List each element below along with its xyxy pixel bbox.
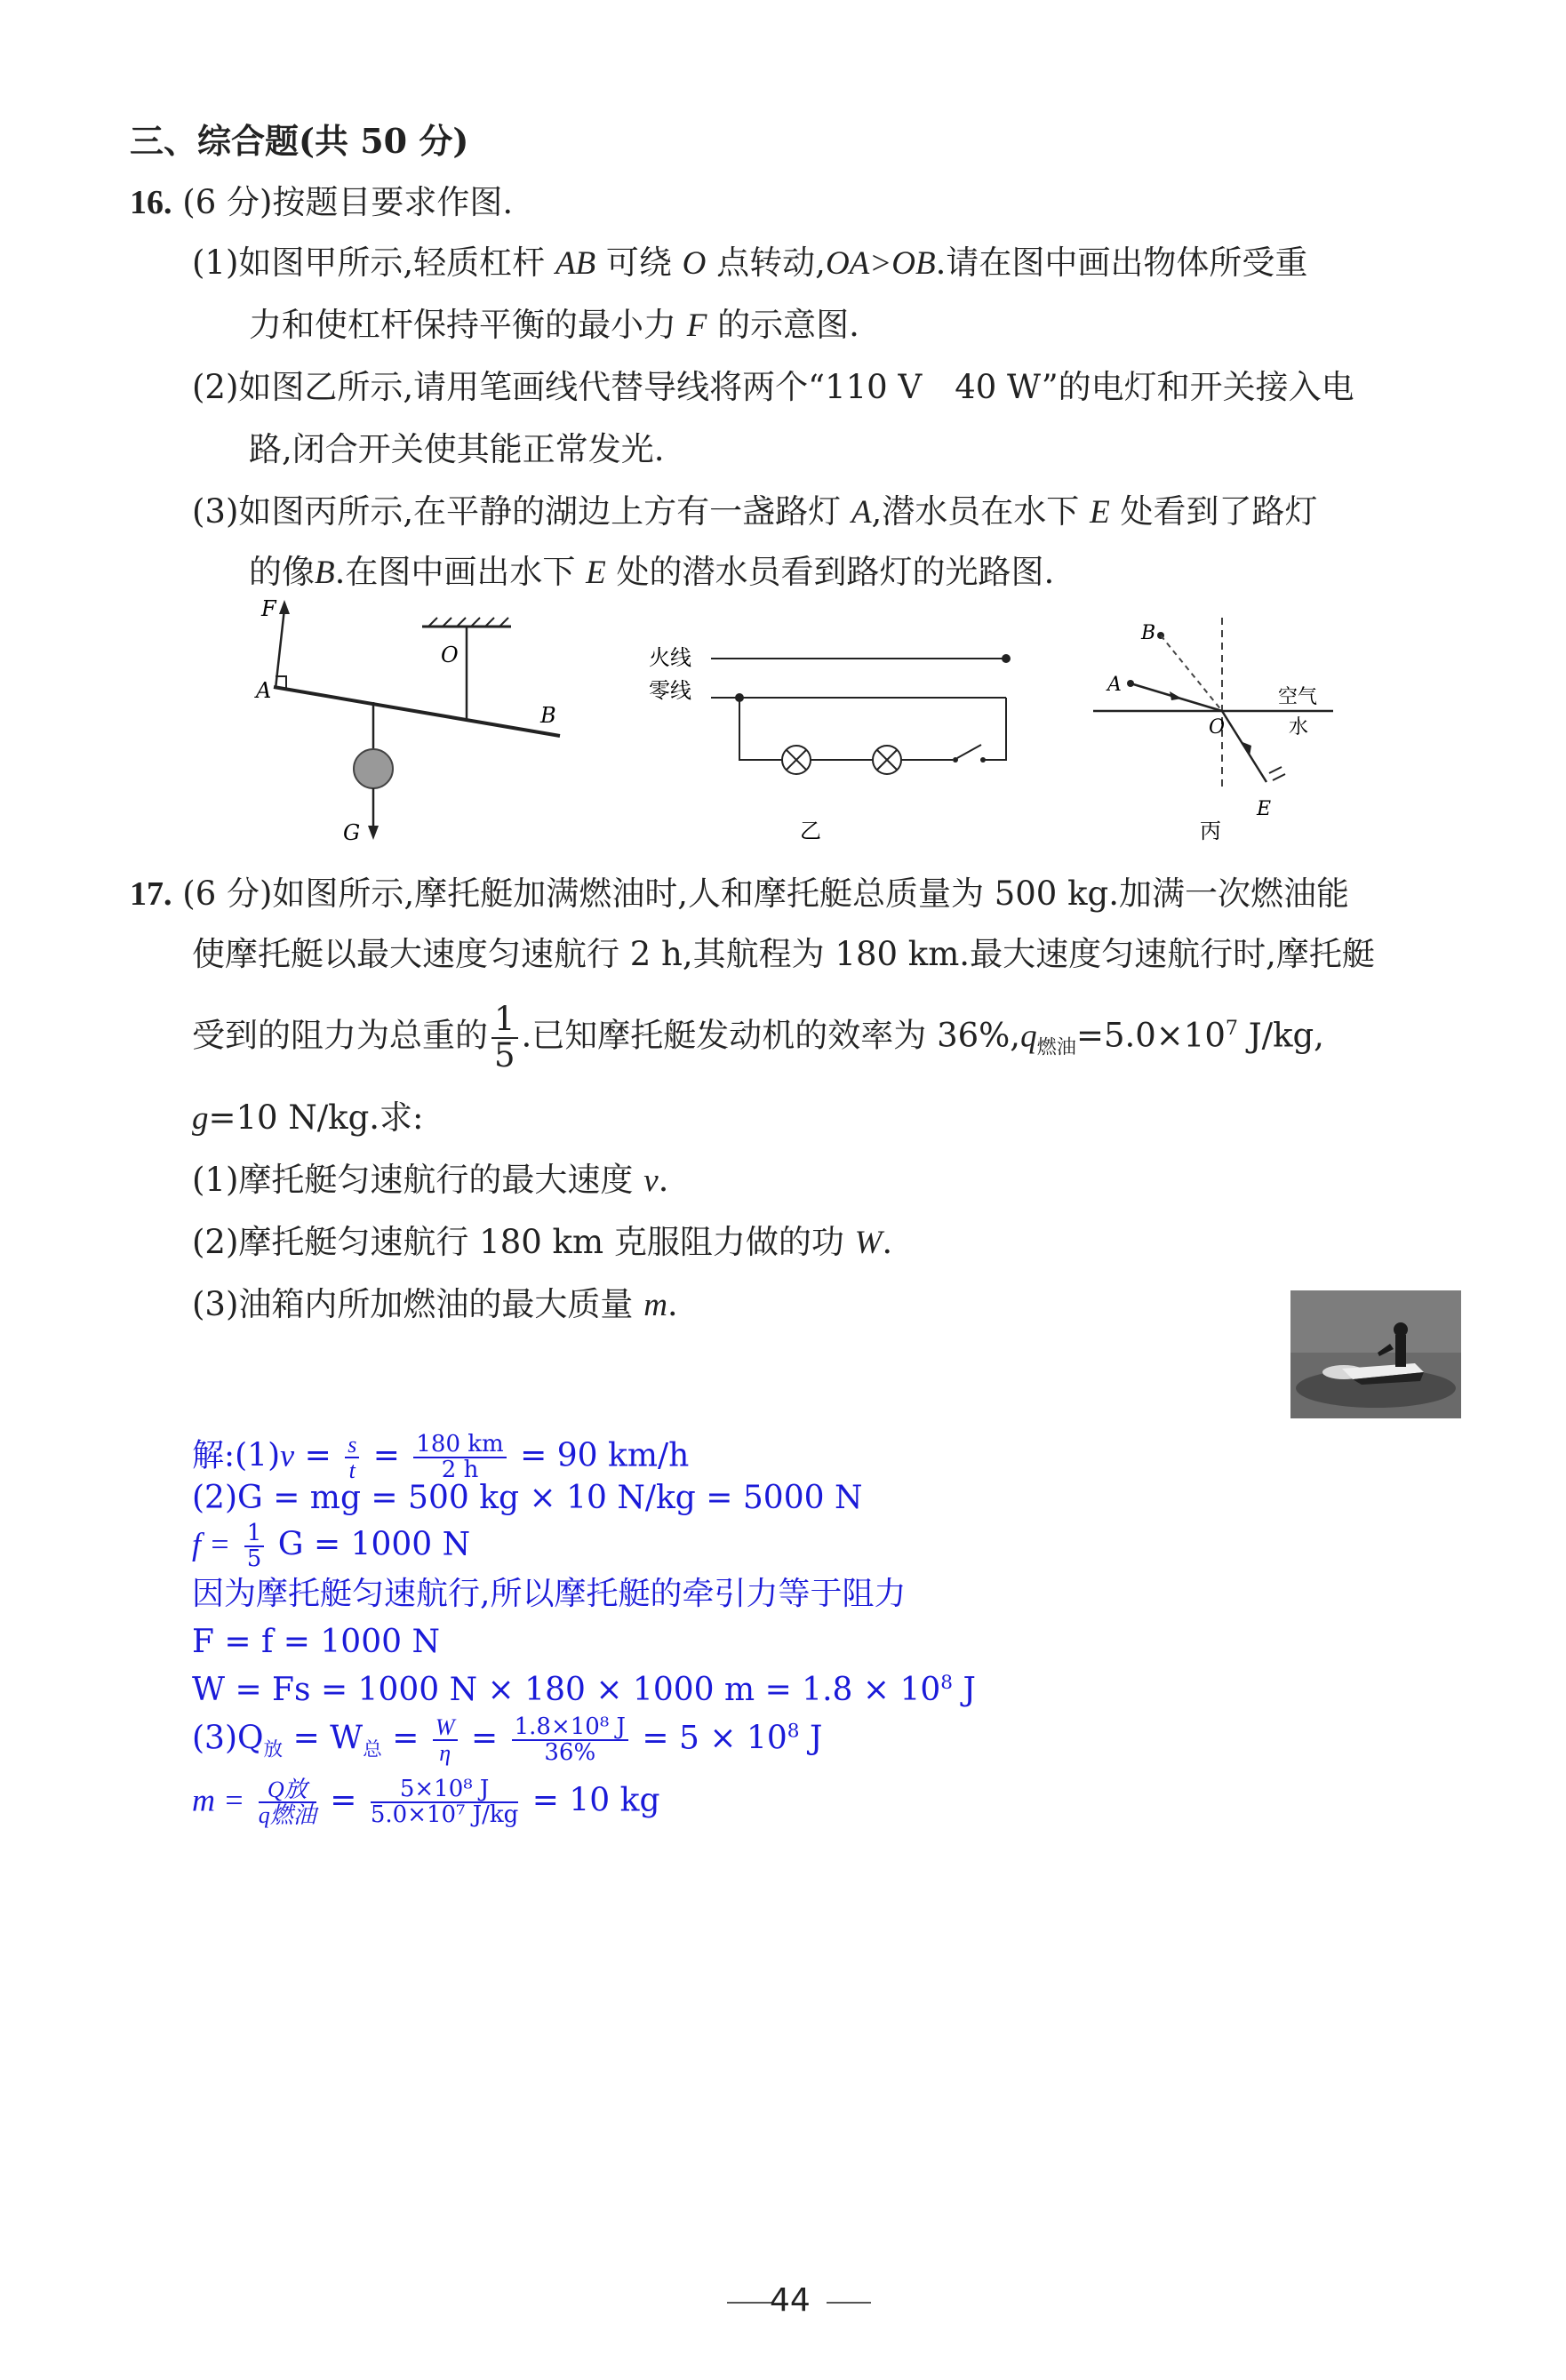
q17-sub2-end: . <box>882 1223 893 1261</box>
q17-line3-d: J/kg, <box>1248 1016 1324 1055</box>
label-o: O <box>441 643 459 667</box>
section-title: 三、综合题(共 50 分) <box>130 121 469 161</box>
sol1-eq1: = <box>304 1437 332 1474</box>
sol8-frac2 <box>371 1777 519 1828</box>
q17-line3-b: .已知摩托艇发动机的效率为 36%, <box>521 1016 1021 1055</box>
q17-line1-text: (6 分)如图所示,摩托艇加满燃油时,人和摩托艇总质量为 500 kg.加满一次燃油能 <box>182 875 1349 913</box>
q17-line3 <box>192 1002 1324 1074</box>
q17-frac-num: 1 <box>491 1002 518 1039</box>
sol7-sub1: 放 <box>263 1738 284 1761</box>
q16-part1-f: F <box>686 307 707 344</box>
q16-number: 16. <box>130 184 172 221</box>
sol8-fd2: 5.0×10⁷ J/kg <box>370 1801 519 1829</box>
figure-jia-lever <box>240 591 578 858</box>
sol1-fs: s <box>345 1433 359 1458</box>
page-dash-right <box>827 2302 871 2304</box>
sol8-frac1 <box>259 1777 316 1828</box>
solution-line8 <box>192 1777 660 1828</box>
sol8-b: = <box>330 1782 357 1819</box>
solution-line4: 因为摩托艇匀速航行,所以摩托艇的牵引力等于阻力 <box>192 1576 907 1612</box>
eye-icon <box>1269 767 1285 780</box>
q17-sub1-text: (1)摩托艇匀速航行的最大速度 <box>192 1161 634 1199</box>
sol7-frac2 <box>512 1715 628 1766</box>
page-dash-left <box>727 2302 771 2304</box>
q16-part3-line2-c: 处的潜水员看到路灯的光路图. <box>616 553 1055 591</box>
q16-part1-text-c: 点转动, <box>716 244 826 282</box>
page-number: 44 <box>770 2282 811 2319</box>
q16-part3-line1 <box>192 492 1317 532</box>
branch-left <box>739 698 782 760</box>
solution-line5: F = f = 1000 N <box>192 1624 440 1660</box>
label-o-point: O <box>1209 716 1226 739</box>
sol7-b: = W <box>292 1720 364 1757</box>
q17-sub1-v: v <box>643 1162 659 1199</box>
sol7-f: J <box>809 1720 823 1757</box>
sol3-frac <box>244 1521 265 1572</box>
q16-part1-line1 <box>192 244 1307 284</box>
q17-sub1 <box>192 1161 668 1201</box>
sol3-a: f = <box>192 1526 231 1562</box>
q16-part3-text-c: 处看到了路灯 <box>1120 492 1318 531</box>
q17-number: 17. <box>130 875 172 913</box>
q16-part1-oaob: OA>OB <box>825 245 936 282</box>
label-neutral-wire: 零线 <box>649 678 691 703</box>
lever-bar <box>274 687 560 736</box>
label-f: F <box>261 596 276 621</box>
label-air: 空气 <box>1278 686 1318 708</box>
q16-part2-line2: 路,闭合开关使其能正常发光. <box>249 430 665 468</box>
image-ray <box>1161 635 1222 711</box>
q16-part1-line2-end: 的示意图. <box>717 306 859 344</box>
q16-part3-line2-a: 的像 <box>249 553 315 591</box>
solution-line2: (2)G = mg = 500 kg × 10 N/kg = 5000 N <box>192 1480 863 1516</box>
sol7-fd1: η <box>439 1740 451 1767</box>
label-b-image: B <box>1141 622 1156 644</box>
q17-line3-a: 受到的阻力为总重的 <box>192 1016 488 1055</box>
figure-yi-circuit <box>640 627 1031 849</box>
q16-part1-line2 <box>249 306 859 346</box>
q16-part3-text-b: ,潜水员在水下 <box>871 492 1080 531</box>
q16-part1-ab: AB <box>555 245 596 282</box>
label-water: 水 <box>1289 716 1309 739</box>
q16-part3-E2: E <box>586 555 606 591</box>
sol7-fd2: 36% <box>544 1739 596 1767</box>
sol7-exp: 8 <box>787 1720 800 1743</box>
sol3-d: 5 <box>246 1545 262 1573</box>
sol1-fden: 2 h <box>441 1457 479 1484</box>
caption-yi: 乙 <box>800 819 821 843</box>
sol1-frac-val <box>413 1433 506 1483</box>
sol7-e: = 5 × 10 <box>642 1720 787 1757</box>
label-a-lamp: A <box>1107 674 1122 696</box>
q17-sub3 <box>192 1285 678 1325</box>
q17-sub2 <box>192 1223 892 1263</box>
sol1-a: 解:(1) <box>192 1437 281 1474</box>
q17-line1 <box>130 875 1349 915</box>
sol7-fn1: W <box>433 1715 458 1741</box>
q17-line3-c: =5.0×10 <box>1075 1016 1226 1055</box>
q16-header <box>130 183 513 224</box>
q16-part1-text-b: 可绕 <box>605 244 672 282</box>
sol1-frac-st <box>345 1433 359 1483</box>
weight-ball <box>354 749 393 788</box>
q17-sub2-text: (2)摩托艇匀速航行 180 km 克服阻力做的功 <box>192 1223 844 1261</box>
gravity-arrowhead <box>368 826 379 840</box>
sol8-fn1: Q放 <box>259 1777 316 1803</box>
sol6-b: J <box>963 1672 976 1708</box>
sol7-a: (3)Q <box>192 1720 264 1757</box>
switch-lever <box>957 745 981 758</box>
q16-part3-line2 <box>249 553 1054 593</box>
q16-part3-E: E <box>1090 494 1110 531</box>
q17-line4 <box>192 1098 424 1138</box>
jetski-photo <box>1290 1290 1461 1418</box>
q17-g-symbol: g <box>192 1100 209 1137</box>
q16-part1-text-d: .请在图中画出物体所受重 <box>935 244 1308 282</box>
q17-fraction <box>491 1002 518 1074</box>
solution-line1 <box>192 1433 689 1483</box>
q17-sub3-text: (3)油箱内所加燃油的最大质量 <box>192 1285 634 1323</box>
solution-line3 <box>192 1521 470 1572</box>
sol7-frac1 <box>433 1715 458 1766</box>
q17-q-symbol: q <box>1020 1018 1037 1055</box>
caption-bing: 丙 <box>1200 819 1221 843</box>
q16-part3-A: A <box>851 494 872 531</box>
label-g: G <box>343 820 361 845</box>
sol3-b: G = 1000 N <box>277 1526 471 1563</box>
q17-sub1-end: . <box>658 1161 669 1199</box>
sol1-result: = 90 km/h <box>520 1437 690 1474</box>
q16-part3-B: B <box>315 555 335 591</box>
sol1-ft: t <box>348 1458 356 1484</box>
q17-exp: 7 <box>1225 1017 1239 1041</box>
q16-part1-line2-text: 力和使杠杆保持平衡的最小力 <box>249 306 676 344</box>
q17-sub3-end: . <box>667 1285 678 1323</box>
refracted-ray <box>1222 711 1266 782</box>
sol1-v: v <box>280 1437 295 1474</box>
q16-part2-line1: (2)如图乙所示,请用笔画线代替导线将两个“110 V 40 W”的电灯和开关接入电 <box>192 368 1354 406</box>
q17-sub2-w: W <box>854 1225 883 1261</box>
sol1-eq2: = <box>372 1437 400 1474</box>
sol7-sub2: 总 <box>363 1738 382 1761</box>
live-junction <box>1002 654 1011 663</box>
sol6-a: W = Fs = 1000 N × 180 × 1000 m = 1.8 × 10 <box>192 1672 941 1708</box>
sol7-c: = <box>392 1720 419 1757</box>
q17-sub3-m: m <box>643 1287 667 1323</box>
q16-part3-line2-b: .在图中画出水下 <box>334 553 576 591</box>
figure-bing-refraction <box>1075 609 1342 849</box>
solution-line7 <box>192 1715 822 1766</box>
sol1-fnum: 180 km <box>413 1433 506 1458</box>
q16-part1-text-a: (1)如图甲所示,轻质杠杆 <box>192 244 546 282</box>
label-a: A <box>256 678 272 703</box>
sol6-exp: 8 <box>940 1672 954 1694</box>
q16-part1-o: O <box>682 245 707 282</box>
q17-line4-text: =10 N/kg.求: <box>208 1098 424 1137</box>
force-f-arrowhead <box>279 600 290 614</box>
label-live-wire: 火线 <box>649 645 691 670</box>
solution-line6 <box>192 1671 976 1709</box>
sol8-fd1: q燃油 <box>258 1802 316 1829</box>
sol8-a: m = <box>192 1782 245 1818</box>
q16-part3-text-a: (3)如图丙所示,在平静的湖边上方有一盏路灯 <box>192 492 842 531</box>
q16-text: (6 分)按题目要求作图. <box>182 183 514 221</box>
sol7-fn2: 1.8×10⁸ J <box>512 1715 628 1741</box>
sol3-n: 1 <box>244 1521 265 1547</box>
sol8-c: = 10 kg <box>531 1782 660 1819</box>
q17-line2: 使摩托艇以最大速度匀速航行 2 h,其航程为 180 km.最大速度匀速航行时,摩托艇 <box>192 935 1375 973</box>
q17-q-sub: 燃油 <box>1036 1035 1076 1059</box>
label-e-diver: E <box>1257 798 1272 820</box>
sol8-fn2: 5×10⁸ J <box>371 1777 519 1803</box>
label-b: B <box>540 703 556 728</box>
sol7-d: = <box>471 1720 499 1757</box>
q17-frac-den: 5 <box>494 1035 515 1074</box>
branch-right <box>983 698 1006 760</box>
